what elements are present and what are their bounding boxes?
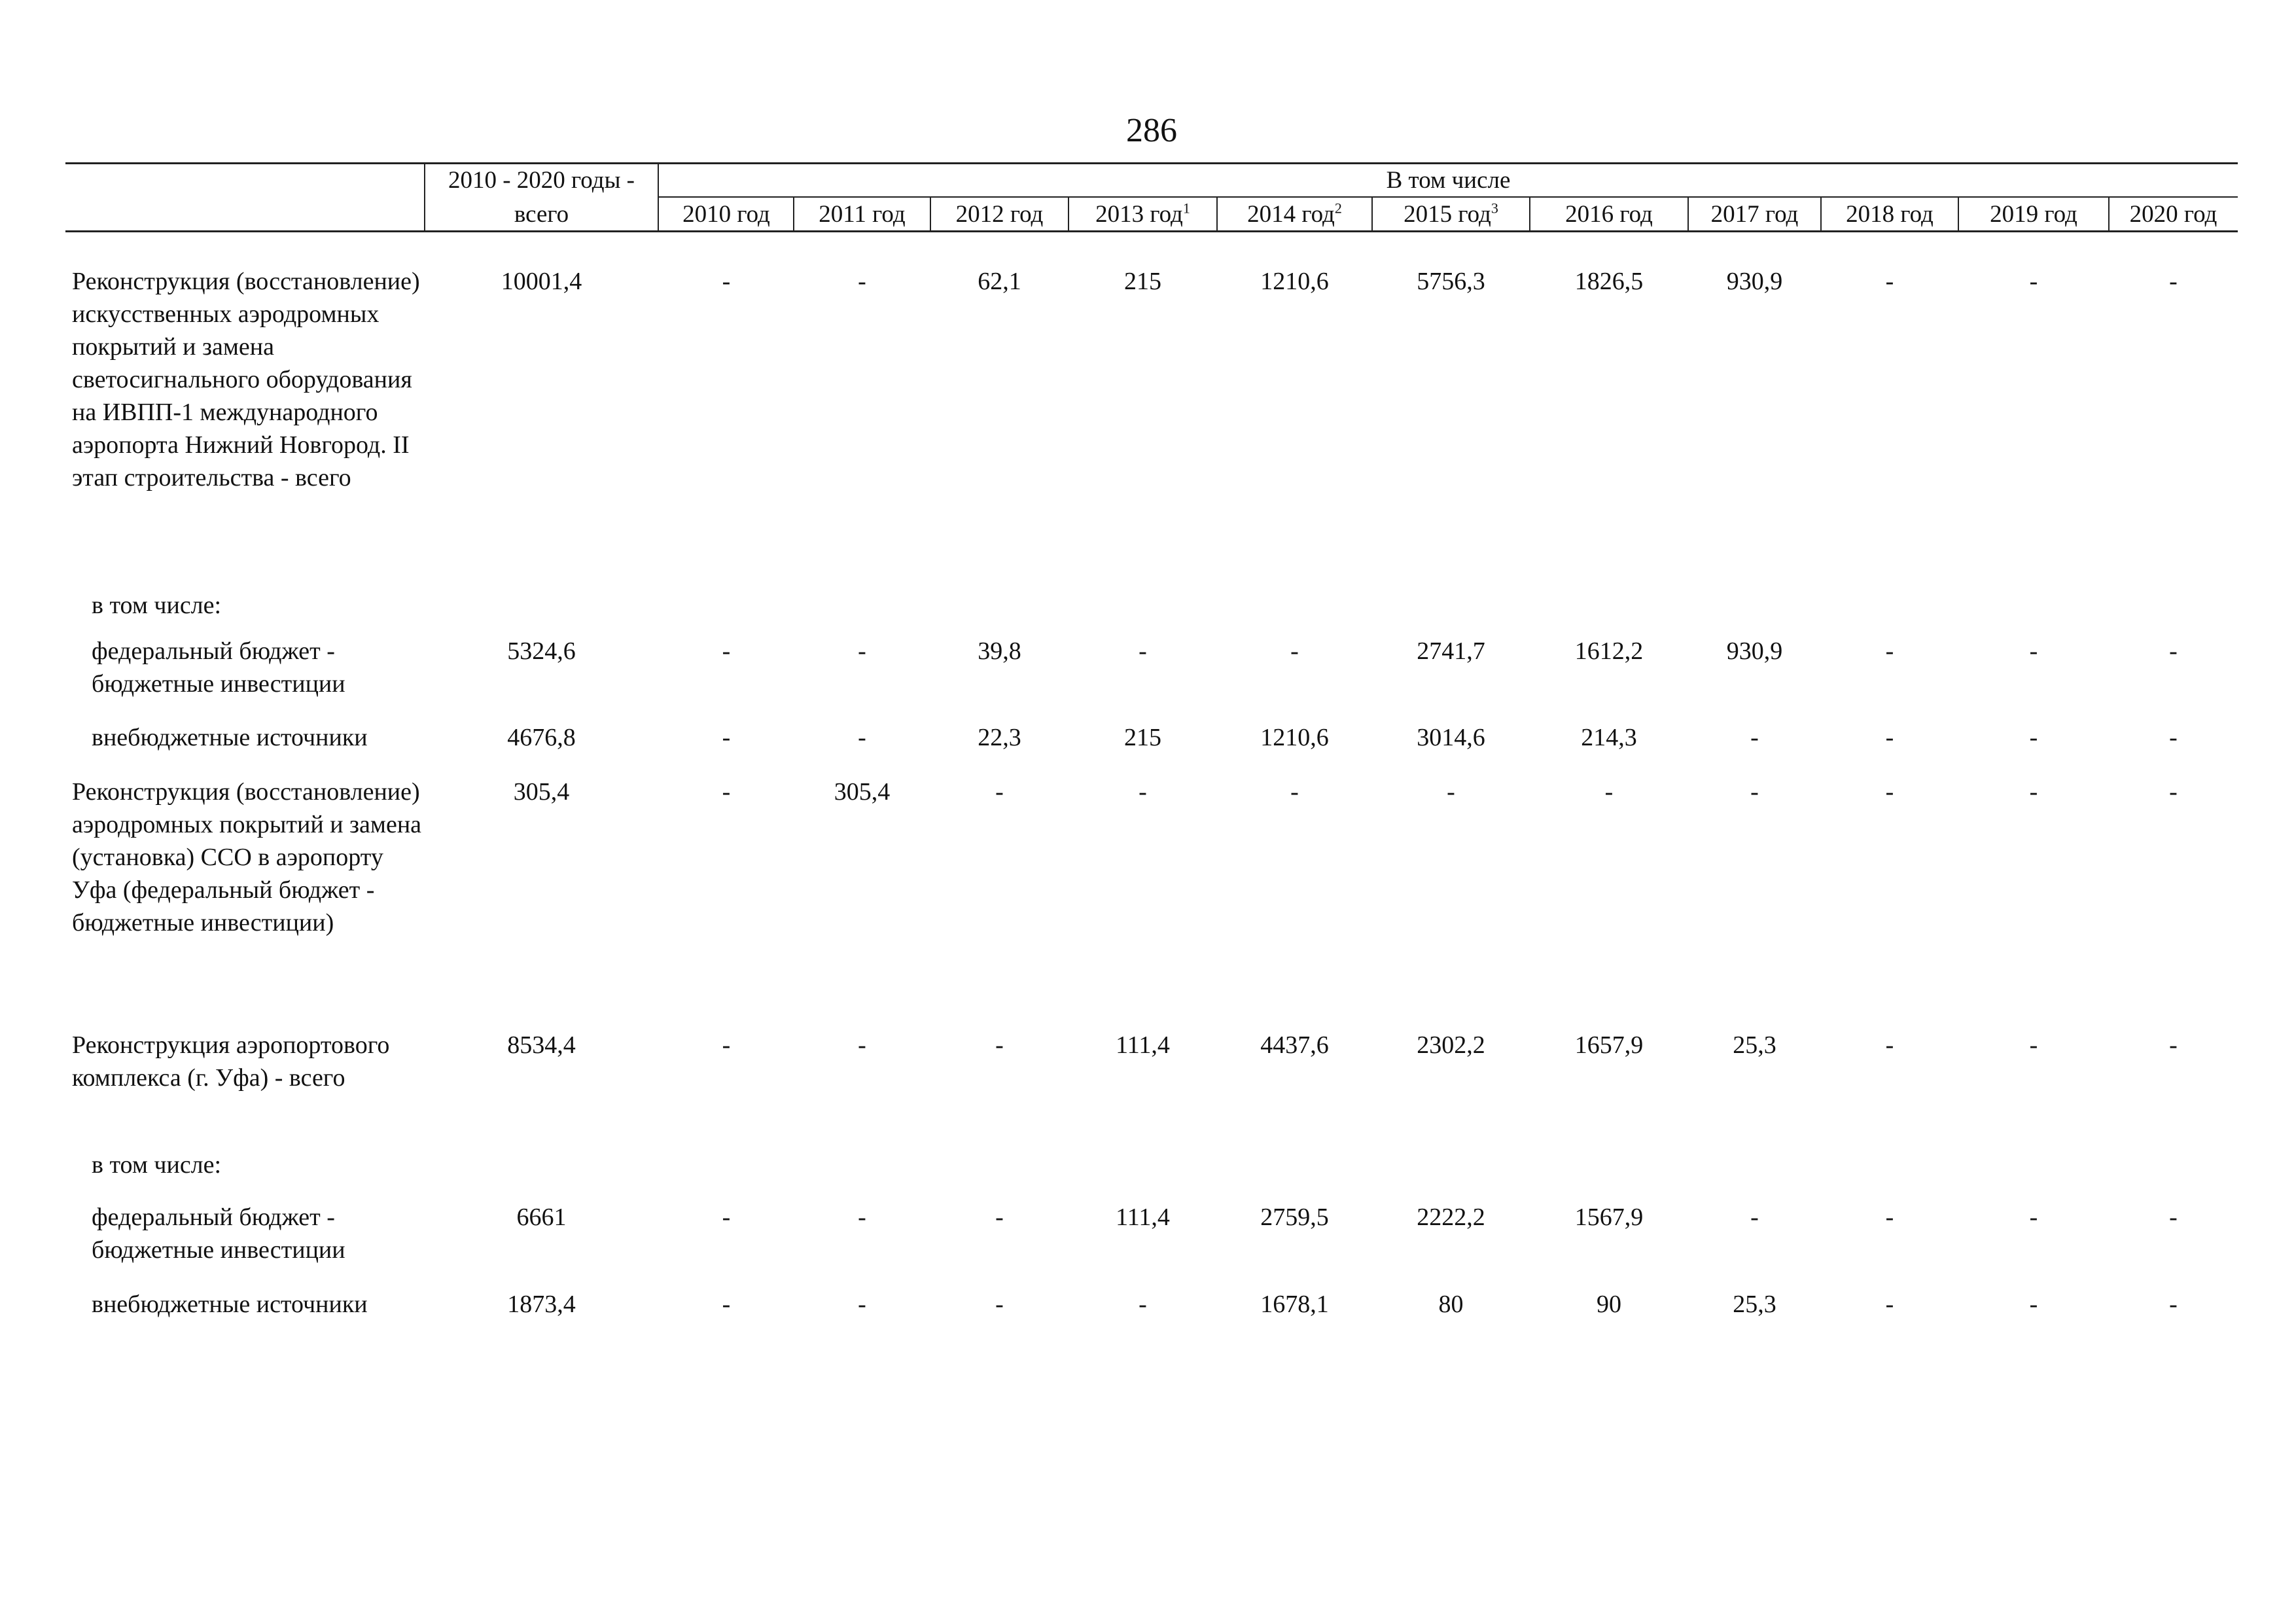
- year-column-header: [794, 200, 930, 229]
- total-value: 1873,4: [507, 1291, 576, 1318]
- year-label: 2016 год: [1565, 201, 1653, 228]
- year-value: -: [2029, 1204, 2038, 1231]
- year-value: -: [995, 778, 1004, 806]
- year-value: 1210,6: [1260, 268, 1329, 295]
- total-column-header-line1: 2010 - 2020 годы -: [448, 167, 635, 194]
- year-value: -: [1885, 1291, 1894, 1318]
- year-value: -: [1885, 724, 1894, 751]
- year-value: -: [722, 1204, 731, 1231]
- year-value: 2222,2: [1417, 1204, 1485, 1231]
- year-value: -: [1139, 778, 1147, 806]
- year-value: -: [858, 268, 866, 295]
- year-value: -: [1139, 1291, 1147, 1318]
- year-value: 930,9: [1726, 268, 1783, 295]
- year-column-header: [1069, 200, 1217, 229]
- year-value: -: [1750, 778, 1759, 806]
- year-value: -: [722, 1031, 731, 1059]
- year-value: -: [858, 1291, 866, 1318]
- year-value: 1210,6: [1260, 724, 1329, 751]
- year-value: 214,3: [1581, 724, 1637, 751]
- year-value: 80: [1438, 1291, 1464, 1318]
- year-value: -: [2029, 724, 2038, 751]
- year-value: -: [2029, 637, 2038, 665]
- year-value: -: [858, 724, 866, 751]
- footnote-marker: 3: [1491, 200, 1498, 217]
- year-value: 2302,2: [1417, 1031, 1485, 1059]
- year-column-header: [1958, 200, 2109, 229]
- year-value: -: [1290, 637, 1299, 665]
- year-value: 1678,1: [1260, 1291, 1329, 1318]
- year-value: -: [1885, 1204, 1894, 1231]
- page-number: 286: [1126, 112, 1177, 149]
- row-label: федеральный бюджет - бюджетные инвестиции: [92, 637, 345, 698]
- year-column-header: [930, 200, 1069, 229]
- year-value: 4437,6: [1260, 1031, 1329, 1059]
- year-value: -: [1290, 778, 1299, 806]
- year-value: 25,3: [1733, 1031, 1776, 1059]
- year-value: -: [722, 637, 731, 665]
- year-value: -: [2169, 724, 2178, 751]
- year-label: 2019 год: [1990, 201, 2077, 228]
- year-label: 2013 год: [1095, 201, 1183, 228]
- year-value: 111,4: [1116, 1031, 1170, 1059]
- year-value: 215: [1124, 268, 1161, 295]
- row-label: в том числе:: [92, 592, 222, 619]
- header-group-rule: [658, 196, 2238, 198]
- year-column-header: [1530, 200, 1688, 229]
- year-value: -: [1447, 778, 1455, 806]
- year-value: -: [858, 637, 866, 665]
- year-value: 90: [1597, 1291, 1621, 1318]
- year-value: 2759,5: [1260, 1204, 1329, 1231]
- year-value: -: [1604, 778, 1614, 806]
- year-value: 111,4: [1116, 1204, 1170, 1231]
- year-value: -: [2169, 268, 2178, 295]
- group-header: В том числе: [1386, 167, 1511, 194]
- total-column-header-line2: всего: [514, 201, 569, 228]
- row-label: Реконструкция аэропортового комплекса (г. Уфа) - всего: [72, 1031, 390, 1092]
- year-column-header: [2109, 200, 2238, 229]
- year-value: 25,3: [1733, 1291, 1776, 1318]
- year-label: 2018 год: [1846, 201, 1934, 228]
- year-label: 2014 год: [1247, 201, 1335, 228]
- year-value: 39,8: [978, 637, 1021, 665]
- year-value: -: [2169, 778, 2178, 806]
- year-value: -: [995, 1031, 1004, 1059]
- year-column-header: [1821, 200, 1958, 229]
- year-value: -: [995, 1291, 1004, 1318]
- year-value: 1826,5: [1574, 268, 1644, 295]
- year-value: -: [1750, 1204, 1759, 1231]
- year-value: -: [2029, 1031, 2038, 1059]
- total-value: 305,4: [513, 778, 570, 806]
- year-value: -: [2029, 1291, 2038, 1318]
- year-label: 2011 год: [819, 201, 906, 228]
- year-value: 1657,9: [1574, 1031, 1644, 1059]
- year-value: 62,1: [978, 268, 1021, 295]
- footnote-marker: 1: [1182, 200, 1190, 217]
- year-value: -: [1885, 1031, 1894, 1059]
- row-label: в том числе:: [92, 1151, 222, 1179]
- year-value: -: [722, 268, 731, 295]
- year-label: 2020 год: [2129, 201, 2217, 228]
- year-value: 1567,9: [1574, 1204, 1644, 1231]
- year-value: 3014,6: [1417, 724, 1485, 751]
- total-value: 4676,8: [507, 724, 576, 751]
- row-label: Реконструкция (восстановление) аэродромных покрытий и замена (установка) ССО в аэропорту Уфа (федеральный бюджет - бюджетные инвестиции): [72, 778, 422, 936]
- year-value: -: [2169, 1204, 2178, 1231]
- year-value: -: [858, 1031, 866, 1059]
- year-value: -: [2169, 1291, 2178, 1318]
- year-value: 22,3: [978, 724, 1021, 751]
- year-value: -: [1885, 778, 1894, 806]
- year-value: -: [722, 1291, 731, 1318]
- year-value: -: [2029, 778, 2038, 806]
- year-value: -: [1139, 637, 1147, 665]
- year-value: 5756,3: [1417, 268, 1485, 295]
- year-value: -: [722, 724, 731, 751]
- total-value: 5324,6: [507, 637, 576, 665]
- year-column-header: [659, 200, 794, 229]
- year-value: -: [1885, 637, 1894, 665]
- year-value: -: [2169, 637, 2178, 665]
- year-value: -: [722, 778, 731, 806]
- year-value: 1612,2: [1574, 637, 1644, 665]
- year-label: 2012 год: [955, 201, 1044, 228]
- header-bottom-rule: [65, 230, 2238, 232]
- row-label: внебюджетные источники: [92, 1291, 368, 1318]
- total-value: 6661: [516, 1204, 567, 1231]
- footnote-marker: 2: [1334, 200, 1342, 217]
- header-top-rule: [65, 162, 2238, 164]
- year-value: 215: [1124, 724, 1161, 751]
- total-value: 8534,4: [507, 1031, 576, 1059]
- year-label: 2017 год: [1710, 201, 1799, 228]
- year-label: 2015 год: [1404, 201, 1491, 228]
- total-value: 10001,4: [501, 268, 582, 295]
- year-value: -: [858, 1204, 866, 1231]
- year-value: -: [2029, 268, 2038, 295]
- year-column-header: [1217, 200, 1372, 229]
- year-value: -: [2169, 1031, 2178, 1059]
- year-value: 2741,7: [1417, 637, 1485, 665]
- year-column-header: [1372, 200, 1530, 229]
- year-value: 930,9: [1726, 637, 1783, 665]
- row-label: Реконструкция (восстановление) искусственных аэродромных покрытий и замена светосигнального оборудования на ИВПП-1 международного аэропорта Нижний Новгород. II этап строительства - всего: [72, 268, 420, 491]
- year-value: -: [1750, 724, 1759, 751]
- year-value: 305,4: [834, 778, 891, 806]
- year-column-header: [1688, 200, 1821, 229]
- row-label: федеральный бюджет - бюджетные инвестиции: [92, 1204, 345, 1264]
- year-value: -: [1885, 268, 1894, 295]
- year-label: 2010 год: [682, 201, 770, 228]
- row-label: внебюджетные источники: [92, 724, 368, 751]
- year-value: -: [995, 1204, 1004, 1231]
